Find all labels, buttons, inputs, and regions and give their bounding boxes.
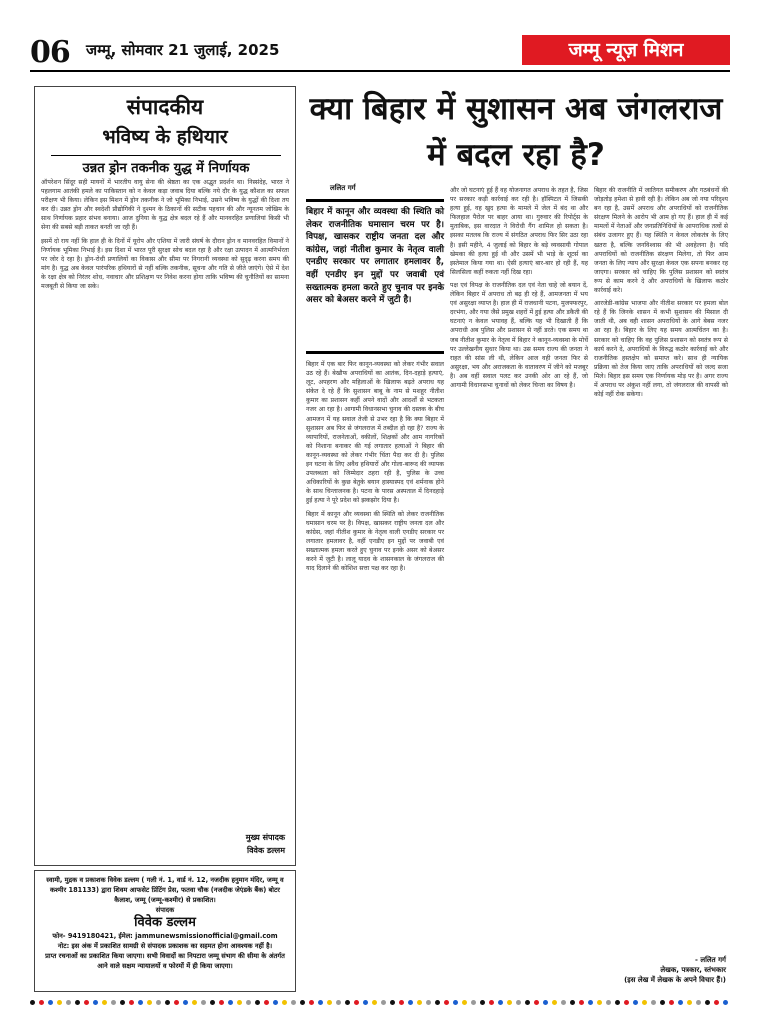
issue-date: जम्मू, सोमवार 21 जुलाई, 2025 [86,41,280,59]
registration-dot [561,1000,566,1005]
editorial-panel [34,86,296,866]
registration-dot [543,1000,548,1005]
registration-dot [588,1000,593,1005]
registration-dot [489,1000,494,1005]
registration-dot [183,1000,188,1005]
registration-dot [57,1000,62,1005]
registration-dot [246,1000,251,1005]
registration-dot [120,1000,125,1005]
author-box [620,955,726,985]
article-col3-text: बिहार की राजनीति में जातिगत समीकरण और गठबंधनों की जोड़तोड़ हमेशा से हावी रही है। लेकिन अब जो नया परिदृश्य बन रहा है, उसमें अपराध और अपराधियों को राजनीतिक संरक्षण मिलने के आरोप भी आम हो गए हैं। हाल ही में कई मामलों में नेताओं और जनप्रतिनिधियों के आपराधिक तत्वों से संबंध उजागर हुए हैं। यह स्थिति न केवल लोकतंत्र के लिए खतरा है, बल्कि जनविश्वास की भी अवहेलना है। यदि अपराधियों को राजनीतिक संरक्षण मिलेगा, तो फिर आम जनता के लिए न्याय और सुरक्षा केवल एक सपना बनकर रह जाएगा। सरकार को चाहिए कि पुलिस प्रशासन को स्वतंत्र रूप से काम करने दे और अपराधियों के खिलाफ कठोर कार्रवाई करे। [594,187,728,295]
author-note: (इस लेख में लेखक के अपने विचार हैं।) [624,976,726,984]
registration-dot [300,1000,305,1005]
registration-dot [453,1000,458,1005]
author-name: - ललित गर्ग [695,956,726,964]
registration-dot [570,1000,575,1005]
registration-dot [687,1000,692,1005]
imprint-note: नोट: इस अंक में प्रकाशित सामग्री से संपादक प्रकाशक का सहमत होना आवश्यक नहीं है। [57,942,273,950]
article-byline: ललित गर्ग [330,184,356,192]
imprint-jurisdiction: प्राप्त रचनाओं का प्रकाशित किया जाएगा। सभी विवादों का निपटारा जम्मू संभाग की सीमा के अंतर्गत आने वाले सक्षम न्यायालयों व फोरमों में ही किया जाएगा। [45,952,285,970]
registration-dot [174,1000,179,1005]
imprint-text: स्वामी, मुद्रक व प्रकाशक विवेक डल्लम ( गली नं. 1, वार्ड नं. 12, नजदीक हनुमान मंदिर, जम्मू व कश्मीर 181133) द्वारा शिवम आफसेट प्रिंटिंग प्रेस, फतवा चौक (नजदीक जेएंडके बैंक) बोटर कैलाश, जम्मू (जम्मू-कश्मीर) से प्रकाशित। [46,876,284,904]
registration-dot [642,1000,647,1005]
registration-dot [66,1000,71,1005]
registration-dot [507,1000,512,1005]
article-col2-text2: पक्ष एवं विपक्ष के राजनीतिक दल एवं नेता चाहे जो बयान दें, लेकिन बिहार में अपराध तो बढ़ ही रहे हैं, आमजनता में भय एवं असुरक्षा व्याप्त है। हाल ही में राजधानी पटना, मुजफ्फरपुर, दरभंगा, और गया जैसे प्रमुख शहरों में हुई हत्या और डकैती की घटनाएं न केवल भयावह हैं, बल्कि यह भी दिखाती हैं कि अपराधी अब पुलिस और प्रशासन से नहीं डरते। एक समय था जब नीतीश कुमार के नेतृत्व में बिहार ने कानून-व्यवस्था के मोर्चे पर उल्लेखनीय सुधार किया था। उस समय राज्य की जनता ने राहत की सांस ली थी, लेकिन आज वही जनता फिर से असुरक्षा, भय और अराजकता के वातावरण में जीने को मजबूर है। अब वहीं सवाल पलट कर उनकी ओर आ रहे हैं, जो आगामी विधानसभा चुनावों को लेकर चिन्ता का विषय है। [450,281,588,389]
registration-dot [606,1000,611,1005]
registration-dot [372,1000,377,1005]
registration-dot [210,1000,215,1005]
registration-dot [255,1000,260,1005]
registration-dot [714,1000,719,1005]
registration-dot [138,1000,143,1005]
registration-dot [219,1000,224,1005]
registration-dot [696,1000,701,1005]
editorial-signature: मुख्य संपादक [245,833,285,842]
registration-dot [84,1000,89,1005]
registration-dot [282,1000,287,1005]
author-description: लेखक, पत्रकार, स्तंभकार [660,966,726,974]
registration-dot [156,1000,161,1005]
registration-dot [597,1000,602,1005]
registration-dot [39,1000,44,1005]
registration-dot [30,1000,35,1005]
header-rule [30,70,730,72]
registration-dot [426,1000,431,1005]
registration-dot [678,1000,683,1005]
registration-dot [93,1000,98,1005]
registration-dot [309,1000,314,1005]
registration-dot [669,1000,674,1005]
registration-dot [201,1000,206,1005]
article-col1-text2: बिहार में कानून और व्यवस्था की स्थिति को लेकर राजनीतिक घमासान चरम पर है। विपक्ष, खासकर राष्ट्रीय जनता दल और कांग्रेस, जहां नीतीश कुमार के नेतृत्व वाली एनडीए सरकार पर लगातार हमलावर है, वहीं एनडीए इन मुद्दों पर जवाबी एवं सख्तात्मक हमला करते हुए चुनाव पर इनके असर को बेअसर करने में जुटी है। लालू यादव के शासनकाल के जंगलराज की याद दिलाने की कोशिश सत्ता पक्ष कर रहा है। [306,510,444,573]
registration-dot [381,1000,386,1005]
registration-dot [111,1000,116,1005]
imprint-box [34,870,296,992]
registration-dot [354,1000,359,1005]
registration-dot [273,1000,278,1005]
imprint-editor-label: संपादक [155,906,175,914]
article-col1-text: बिहार में एक बार फिर कानून-व्यवस्था को लेकर गंभीर सवाल उठ रहे हैं। बेखौफ अपराधियों का आतंक, दिन-दहाड़े हत्याएं, लूट, अपहरण और महिलाओं के खिलाफ बढ़ते अपराध यह संकेत दे रहे हैं कि सुशासन बाबू के नाम से मशहूर नीतीश कुमार का प्रशासन कहीं अपने वादों और आदर्शों से भटकता नजर आ रहा है। आगामी विधानसभा चुनाव की दस्तक के बीच आमजन में यह सवाल तेजी से उभर रहा है कि क्या बिहार में सुशासन अब फिर से जंगलराज में तब्दील हो रहा है? राज्य के व्यापारियों, राजनेताओं, वकीलों, शिक्षकों और आम नागरिकों को निशाना बनाकर की गई लगातार हत्याओं ने बिहार की कानून-व्यवस्था को लेकर गंभीर चिंता पैदा कर दी है। पुलिस इन घटना के लिए अवैध हथियारों और गोला-बारूद की व्यापक उपलब्धता को जिम्मेदार ठहरा रही है, पुलिस के उच्च अधिकारियों के कुछ बेतुके बयान हास्यास्पद एवं शर्मनाक होने के साथ चिन्ताजनक है। पटना के पारस अस्पताल में दिनदहाड़े हुई हत्या ने पूरे प्रदेश को झकझोर दिया है। [306,361,444,505]
page-header [30,35,730,69]
registration-dot [291,1000,296,1005]
registration-dot [624,1000,629,1005]
editorial-signature-name: विवेक डल्लम [247,846,285,855]
article-headline: क्या बिहार में सुशासन अब जंगलराज में बदल रहा है? [309,91,723,173]
registration-dot [435,1000,440,1005]
registration-dot [336,1000,341,1005]
article-pull-quote: बिहार में कानून और व्यवस्था की स्थिति को लेकर राजनीतिक घमासान चरम पर है। विपक्ष, खासकर राष्ट्रीय जनता दल और कांग्रेस, जहां नीतीश कुमार के नेतृत्व वाली एनडीए सरकार पर लगातार हमलावर है, वहीं एनडीए इन मुद्दों पर जवाबी एवं सख्तात्मक हमला करते हुए चुनाव पर इनके असर को बेअसर करने में जुटी है। [306,199,444,354]
registration-dot [471,1000,476,1005]
article-col3-text2: आरजेडी-कांग्रेस भाजपा और नीतीश सरकार पर हमला बोल रहे हैं कि जिनके शासन में कभी सुशासन की मिसाल दी जाती थी, अब वही शासन अपराधियों के आगे बेबस नजर आ रहा है। बिहार के लिए यह समय आत्मचिंतन का है। सरकार को चाहिए कि वह पुलिस प्रशासन को स्वतंत्र रूप से कार्य करने दे, अपराधियों के विरुद्ध कठोर कार्रवाई करे और राजनीतिक हस्तक्षेप को समाप्त करे। साथ ही न्यायिक प्रक्रिया को तेज किया जाए ताकि अपराधियों को जल्द सजा मिले। बिहार इस समय एक निर्णायक मोड़ पर है। अगर राज्य में अपराध पर अंकुश नहीं लगा, तो जंगलराज की वापसी को कोई नहीं रोक सकेगा। [594,300,728,399]
article-column-2 [450,186,588,986]
registration-dot [48,1000,53,1005]
article-col2-text: और जो घटनाएं हुई हैं वह योजनागत अपराध के तहत है, जिस पर सरकार कड़ी कार्रवाई कर रही है। हॉस्पिटल में जिसकी हत्या हुई, वह खुद हत्या के मामले में जेल में बंद था और फिलहाल पैरोल पर बाहर आया था। गुरुवार की रिपोर्ट्स के मुताबिक, इस वारदात ने विरोधी गैंग शामिल हो सकता है। इसका मतलब कि राज्य में संगठित अपराध फिर सिर उठा रहा है। इसी महीने, 4 जुलाई को बिहार के बड़े व्यवसायी गोपाल खेमका की हत्या हुई थी और उसमें भी भाड़े के शूटर्स का इस्तेमाल किया गया था। ऐसी हत्याएं बार-बार हो रही हैं, यह सिलसिला कहीं रुकता नहीं दिख रहा। [450,187,588,276]
registration-dot [516,1000,521,1005]
registration-dots [30,1000,730,1006]
registration-dot [633,1000,638,1005]
registration-dot [579,1000,584,1005]
masthead-brand: जम्मू न्यूज़ मिशन [522,35,730,65]
imprint-contact: फोन- 9419180421, ईमेल: jammunewsmissionofficial@gmail.com [52,932,278,940]
registration-dot [102,1000,107,1005]
registration-dot [345,1000,350,1005]
registration-dot [552,1000,557,1005]
registration-dot [417,1000,422,1005]
registration-dot [651,1000,656,1005]
registration-dot [444,1000,449,1005]
registration-dot [237,1000,242,1005]
registration-dot [480,1000,485,1005]
registration-dot [615,1000,620,1005]
registration-dot [705,1000,710,1005]
registration-dot [192,1000,197,1005]
registration-dot [264,1000,269,1005]
registration-dot [498,1000,503,1005]
registration-dot [327,1000,332,1005]
registration-dot [534,1000,539,1005]
article-column-3 [594,186,728,951]
registration-dot [318,1000,323,1005]
registration-dot [129,1000,134,1005]
page-number: 06 [30,35,70,70]
registration-dot [165,1000,170,1005]
editorial-section-title: संपादकीय [126,94,204,119]
registration-dot [525,1000,530,1005]
article-column-1 [306,360,444,960]
editorial-heading: उन्नत ड्रोन तकनीक युद्ध में निर्णायक [51,155,281,176]
registration-dot [147,1000,152,1005]
registration-dot [462,1000,467,1005]
registration-dot [75,1000,80,1005]
registration-dot [363,1000,368,1005]
editorial-title: भविष्य के हथियार [102,126,228,148]
registration-dot [390,1000,395,1005]
registration-dot [723,1000,728,1005]
registration-dot [408,1000,413,1005]
registration-dot [228,1000,233,1005]
imprint-editor-name: विवेक डल्लम [134,915,196,930]
registration-dot [660,1000,665,1005]
registration-dot [399,1000,404,1005]
editorial-body-1: ऑपरेशन सिंदूर सही मायनों में भारतीय वायु सेना की श्रेष्ठता का एक अद्भुत प्रदर्शन था। निस्संदेह, भारत ने पहलगाम आतंकी हमले का पाकिस्तान को न केवल कड़ा जवाब दिया बल्कि नये दौर के युद्ध कौशल का सफल परीक्षण भी किया। लेकिन इस मिशन में ड्रोन तकनीक ने जो भूमिका निभाई, उसने भविष्य के युद्धों की दिशा तय कर दी। उन्नत ड्रोन और स्वदेशी प्रौद्योगिकी ने दुश्मन के ठिकानों की सटीक पहचान की और न्यूनतम जोखिम के साथ निर्णायक प्रहार संभव बनाया। आज दुनिया के युद्ध क्षेत्र बदल रहे हैं और मानवरहित प्रणालियां किसी भी सेना की सबसे बड़ी ताकत बनती जा रही हैं। [41,179,289,232]
editorial-body-2: इसमें दो राय नहीं कि हाल ही के दिनों में यूरोप और एशिया में जारी संघर्ष के दौरान ड्रोन व मानवरहित विमानों ने निर्णायक भूमिका निभाई है। इस दिशा में भारत पूरी सुरक्षा सोच बदल रहा है और रक्षा उत्पादन में आत्मनिर्भरता पर जोर दे रहा है। ड्रोन-रोधी प्रणालियों का विकास और सीमा पर निगरानी व्यवस्था को सुदृढ़ करना समय की मांग है। युद्ध अब केवल पारंपरिक हथियारों से नहीं बल्कि तकनीक, सूचना और गति से जीते जाएंगे। ऐसे में देश के रक्षा क्षेत्र को निरंतर शोध, नवाचार और प्रशिक्षण पर निवेश करना होगा ताकि भविष्य की चुनौतियों का सामना मजबूती से किया जा सके। [41,237,289,291]
